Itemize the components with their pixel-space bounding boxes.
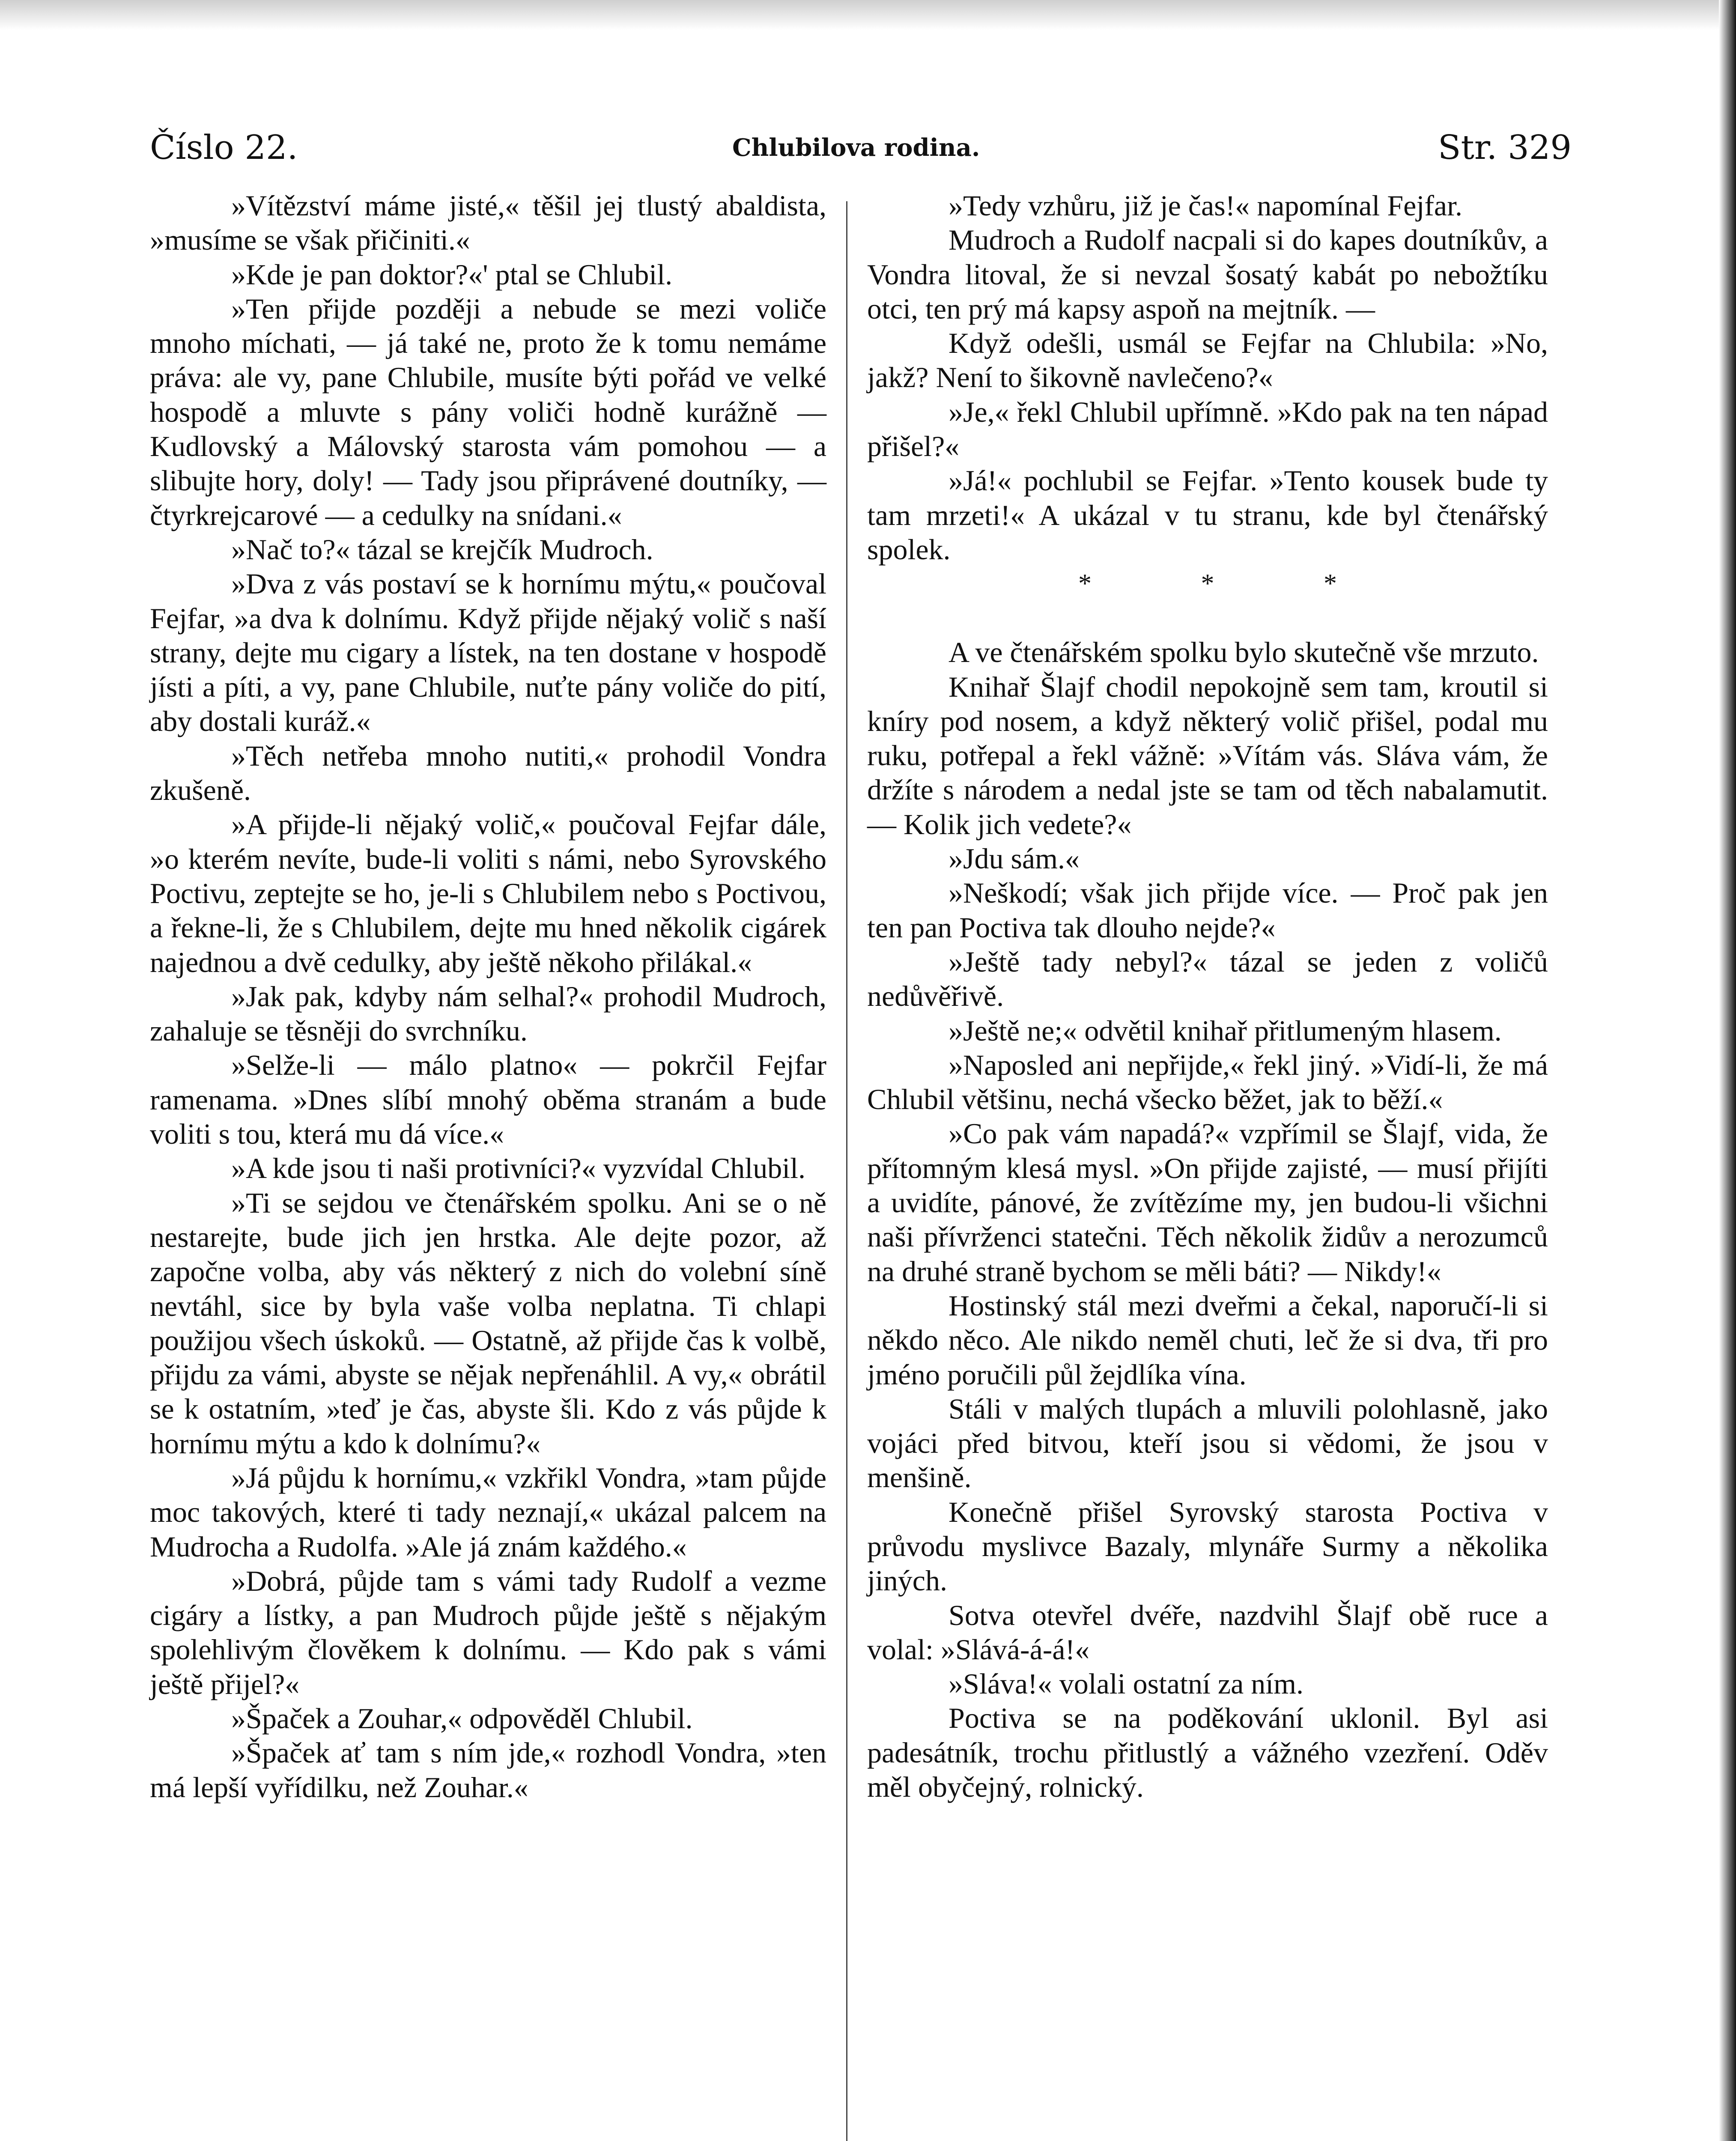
paragraph: »Ten přijde později a nebude se mezi voliče mnoho míchati, — já také ne, proto že k tomu nemáme práva: ale vy, pane Chlubile, musíte býti pořád ve velké hospodě a mluvte s pány voliči hodně kurážně — Kudlovský a Málovský starosta vám pomohou — a slibujte hory, doly! — Tady jsou připrávené doutníky, — čtyrkrejcarové — a cedulky na snídani.« (150, 292, 826, 531)
paragraph: »Sláva!« volali ostatní za ním. (949, 1667, 1304, 1700)
paragraph: Když odešli, usmál se Fejfar na Chlubila: »No, jakž? Není to šikovně navlečeno?« (867, 327, 1548, 394)
paragraph: »Naposled ani nepřijde,« řekl jiný. »Vidí-li, že má Chlubil většinu, nechá všecko běžet, jak to běží.« (867, 1048, 1548, 1116)
paragraph: »Neškodí; však jich přijde více. — Proč pak jen ten pan Poctiva tak dlouho nejde?« (867, 877, 1548, 944)
paragraph: »Jdu sám.« (949, 842, 1080, 875)
paragraph: »Co pak vám napadá?« vzpřímil se Šlajf, vida, že přítomným klesá mysl. »On přijde zajisté, — musí přijíti a uvidíte, pánové, že zvítězíme my, jen budou-li všichni naši přívrženci statečni. Těch několik židův a nerozumců na druhé straně bychom se měli báti? — Nikdy!« (867, 1117, 1548, 1288)
paragraph: »Je,« řekl Chlubil upřímně. »Kdo pak na ten nápad přišel?« (867, 395, 1548, 463)
paragraph: Poctiva se na poděkování uklonil. Byl asi padesátník, trochu přitlustlý a vážného vzezření. Oděv měl obyčejný, rolnický. (867, 1702, 1548, 1804)
paragraph: Sotva otevřel dvéře, nazdvihl Šlajf obě ruce a volal: »Slává-á-á!« (867, 1598, 1548, 1666)
paragraph: »Kde je pan doktor?«' ptal se Chlubil. (231, 258, 673, 291)
paragraph: »Jak pak, kdyby nám selhal?« prohodil Mudroch, zahaluje se těsněji do svrchníku. (150, 980, 826, 1047)
paragraph: A ve čtenářském spolku bylo skutečně vše mrzuto. (949, 636, 1539, 669)
paragraph: »Ještě ne;« odvětil knihař přitlumeným hlasem. (949, 1014, 1502, 1047)
paragraph: »Ještě tady nebyl?« tázal se jeden z voličů nedůvěřivě. (867, 945, 1548, 1013)
paragraph: »Těch netřeba mnoho nutiti,« prohodil Vondra zkušeně. (150, 739, 826, 807)
paragraph: »Nač to?« tázal se krejčík Mudroch. (231, 533, 653, 566)
scan-shadow-top (0, 0, 1736, 30)
column-rule (846, 201, 847, 2141)
paragraph: »Dobrá, půjde tam s vámi tady Rudolf a vezme cigáry a lístky, a pan Mudroch půjde ještě s nějakým spolehlivým člověkem k dolnímu. — Kdo pak s vámi ještě přijel?« (150, 1564, 826, 1700)
paragraph: Knihař Šlajf chodil nepokojně sem tam, kroutil si kníry pod nosem, a když některý volič přišel, podal mu ruku, potřepal a řekl vážně: »Vítám vás. Sláva vám, že držíte s národem a nedal jste se tam od těch nabalamutit. — Kolik jich vedete?« (867, 670, 1548, 841)
scan-shadow-right (1719, 0, 1736, 2141)
running-title: Chlubilova rodina. (732, 134, 980, 162)
paragraph: »A přijde-li nějaký volič,« poučoval Fejfar dále, »o kterém nevíte, bude-li voliti s námi, nebo Syrovského Poctivu, zeptejte se ho, je-li s Chlubilem nebo s Poctivou, a řekne-li, že s Chlubilem, dejte mu hned několik cigárek najednou a dvě cedulky, aby ještě někoho přilákal.« (150, 808, 826, 978)
paragraph: »Špaček a Zouhar,« odpověděl Chlubil. (231, 1702, 693, 1735)
paragraph: »A kde jsou ti naši protivníci?« vyzvídal Chlubil. (231, 1152, 805, 1185)
paragraph: Mudroch a Rudolf nacpali si do kapes doutníkův, a Vondra litoval, že si nevzal šosatý kabát po nebožtíku otci, ten prý má kapsy aspoň na mejtník. — (867, 224, 1548, 325)
left-column (150, 188, 826, 1804)
paragraph: »Ti se sejdou ve čtenářském spolku. Ani se o ně nestarejte, bude jich jen hrstka. Ale dejte pozor, až započne volba, aby vás některý z nich do volební síně nevtáhl, sice by byla vaše volba neplatna. Ti chlapi použijou všech úskoků. — Ostatně, až přijde čas k volbě, přijdu za vámi, abyste se nějak nepřenáhlil. A vy,« obrátil se k ostatním, »teď je čas, abyste šli. Kdo z vás půjde k hornímu mýtu a kdo k dolnímu?« (150, 1186, 826, 1460)
paragraph: »Já!« pochlubil se Fejfar. »Tento kousek bude ty tam mrzeti!« A ukázal v tu stranu, kde byl čtenářský spolek. (867, 464, 1548, 566)
running-header (150, 124, 1572, 171)
paragraph: »Dva z vás postaví se k hornímu mýtu,« poučoval Fejfar, »a dva k dolnímu. Když přijde nějaký volič s naší strany, dejte mu cigary a lístek, na ten dostane v hospodě jísti a píti, a vy, pane Chlubile, nuťte pány voliče do pití, aby dostali kuráž.« (150, 567, 826, 738)
paragraph: »Tedy vzhůru, již je čas!« napomínal Fejfar. (949, 189, 1462, 222)
paragraph: »Špaček ať tam s ním jde,« rozhodl Vondra, »ten má lepší vyřídilku, než Zouhar.« (150, 1736, 826, 1804)
paragraph: »Selže-li — málo platno« — pokrčil Fejfar ramenama. »Dnes slíbí mnohý oběma stranám a bude voliti s tou, která mu dá více.« (150, 1049, 826, 1151)
paragraph: Stáli v malých tlupách a mluvili polohlasně, jako vojáci před bitvou, kteří jsou si vědomi, že jsou v menšině. (867, 1392, 1548, 1494)
paragraph: Hostinský stál mezi dveřmi a čekal, naporučí-li si někdo něco. Ale nikdo neměl chuti, leč že si dva, tři pro jméno poručili půl žejdlíka vína. (867, 1289, 1548, 1391)
paragraph: »Já půjdu k hornímu,« vzkřikl Vondra, »tam půjde moc takových, které ti tady neznají,« ukázal palcem na Mudrocha a Rudolfa. »Ale já znám každého.« (150, 1461, 826, 1563)
paragraph: »Vítězství máme jisté,« těšil jej tlustý abaldista, »musíme se však přičiniti.« (150, 189, 826, 256)
page-number: Str. 329 (1438, 128, 1572, 167)
issue-number: Číslo 22. (150, 128, 298, 167)
section-separator: * * * (1078, 569, 1388, 599)
right-column (867, 188, 1548, 1804)
paragraph: Konečně přišel Syrovský starosta Poctiva v průvodu myslivce Bazaly, mlynáře Surmy a několika jiných. (867, 1495, 1548, 1597)
